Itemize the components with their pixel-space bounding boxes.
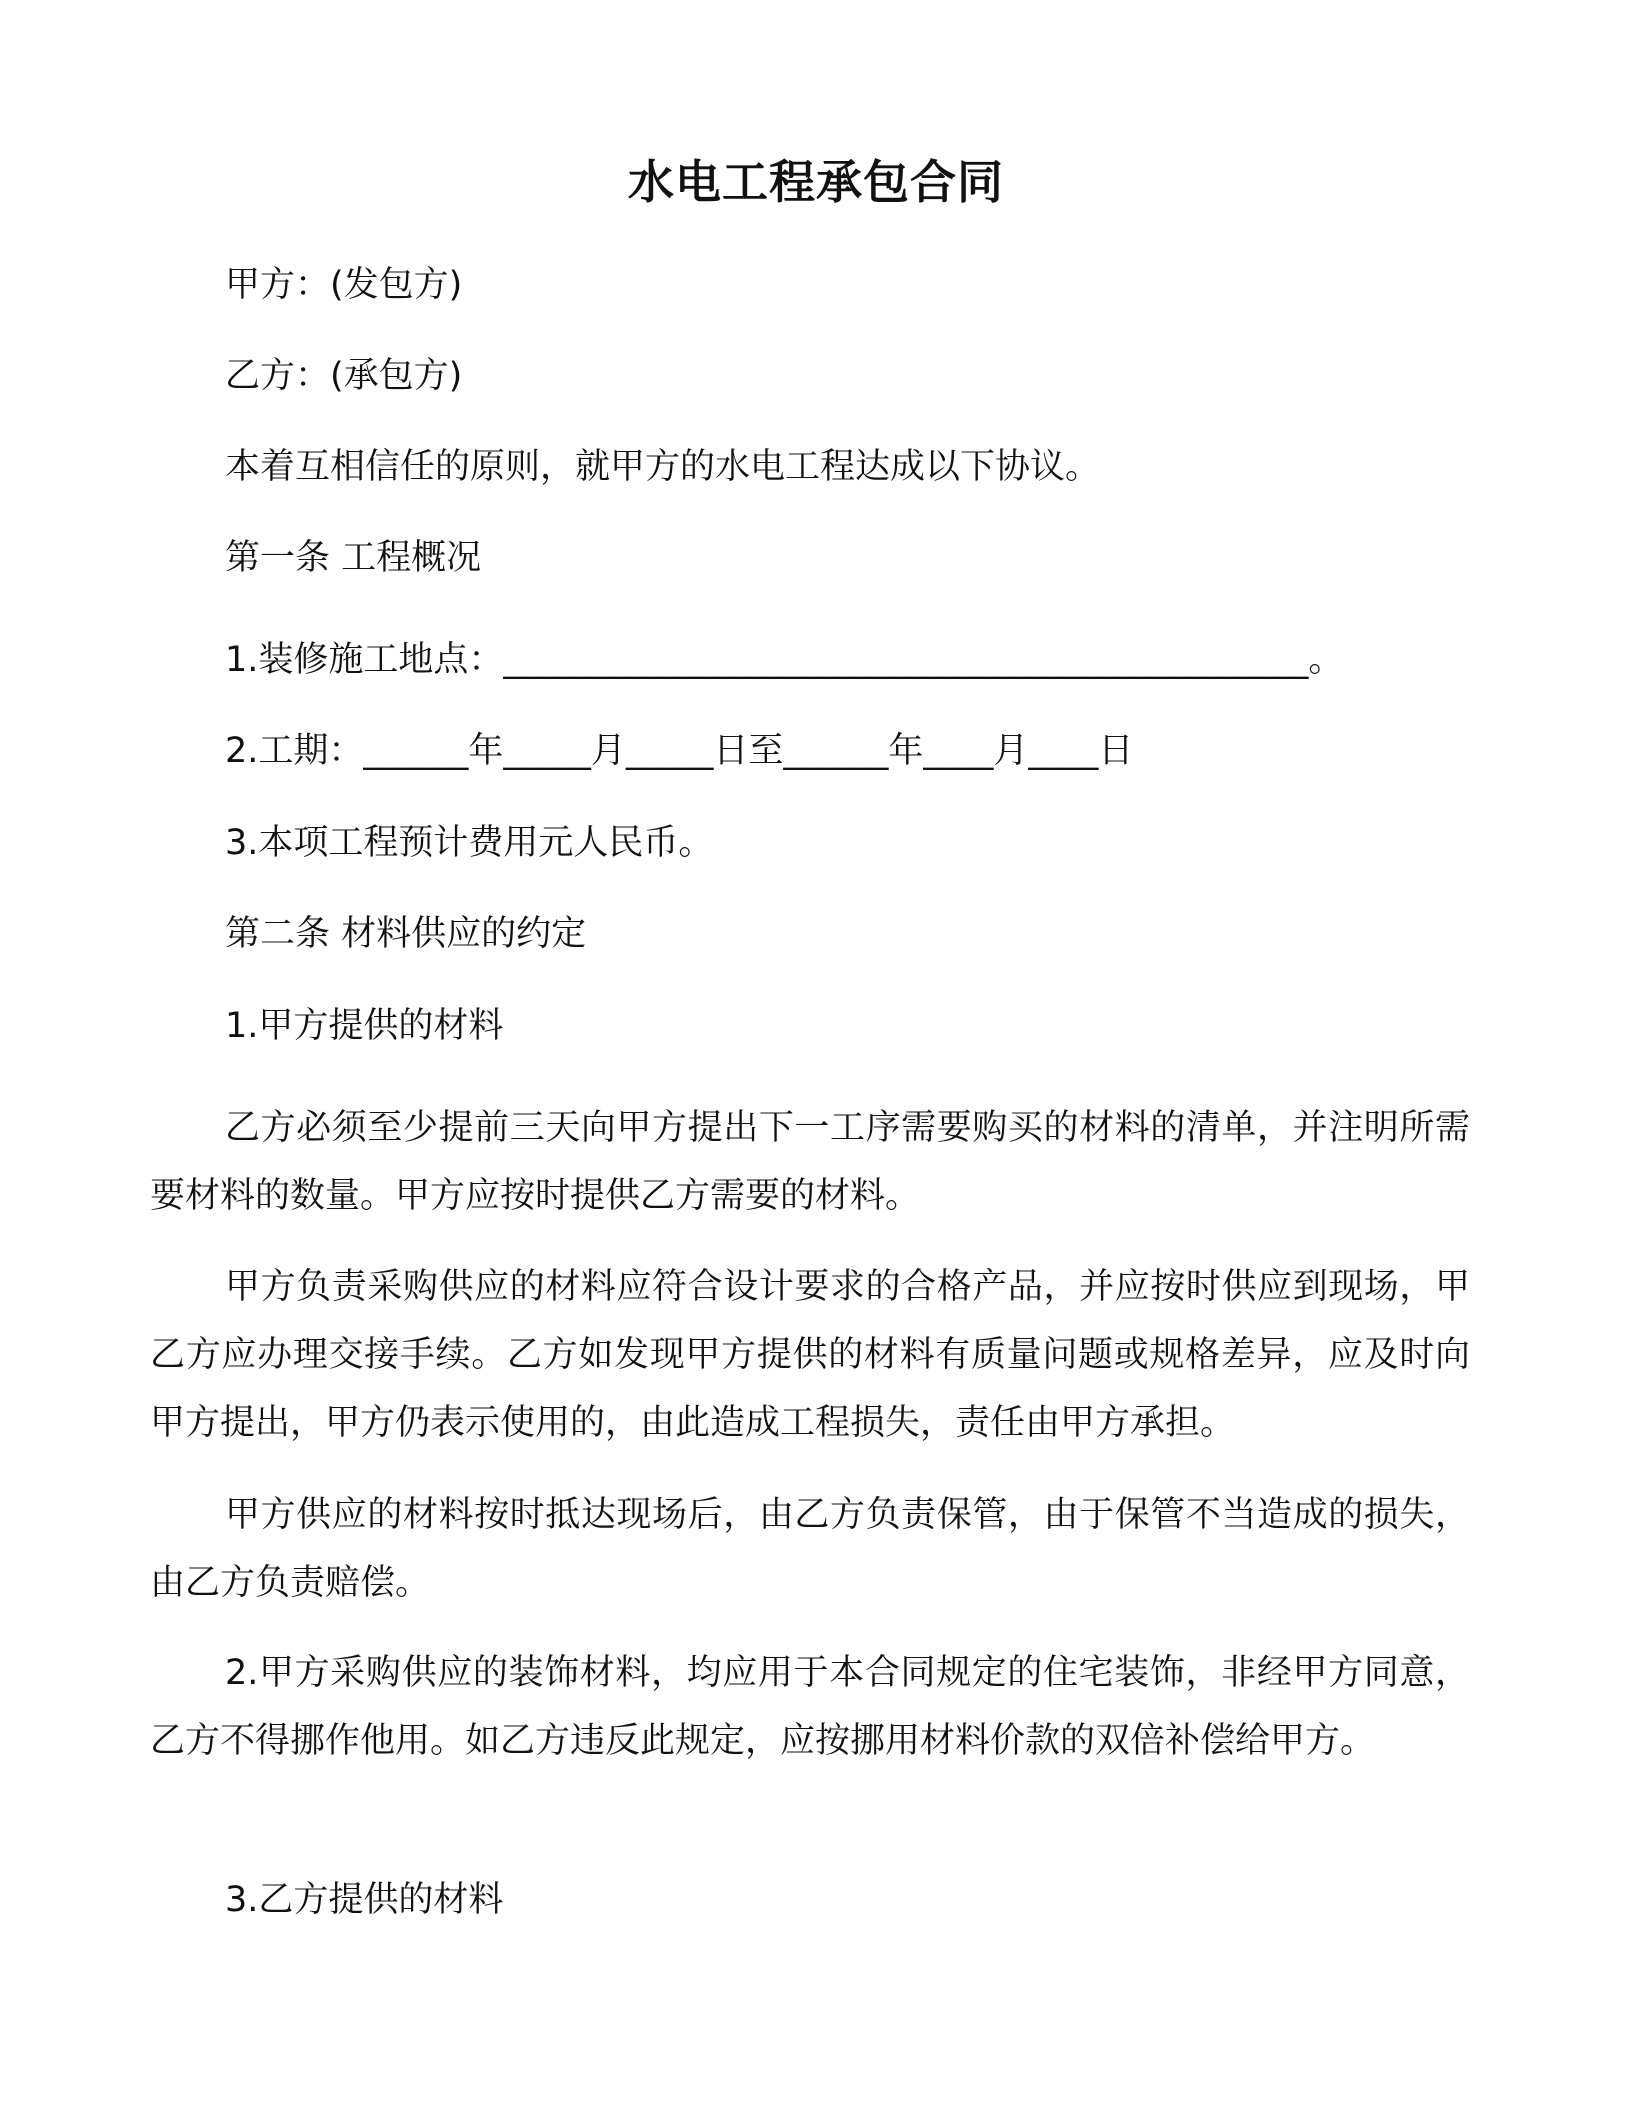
material-quality-paragraph: 甲方负责采购供应的材料应符合设计要求的合格产品，并应按时供应到现场，甲乙方应办理交接手续。乙方如发现甲方提供的材料有质量问题或规格差异，应及时向甲方提出，甲方仍表示使用的，由此造成工程损失，责任由甲方承担。 bbox=[150, 1267, 1470, 1443]
party-b-line: 乙方：(承包方) bbox=[225, 356, 463, 396]
party-a-materials-heading: 1.甲方提供的材料 bbox=[225, 1006, 504, 1046]
article-2-heading: 第二条 材料供应的约定 bbox=[225, 914, 587, 954]
document-title: 水电工程承包合同 bbox=[628, 155, 1004, 209]
party-a-line: 甲方：(发包方) bbox=[225, 265, 463, 305]
construction-period-field: 2.工期：______年_____月_____日至______年____月____日 bbox=[225, 731, 1134, 771]
estimated-cost-item: 3.本项工程预计费用元人民币。 bbox=[225, 823, 714, 863]
material-usage-paragraph: 2.甲方采购供应的装饰材料，均应用于本合同规定的住宅装饰，非经甲方同意，乙方不得挪作他用。如乙方违反此规定，应按挪用材料价款的双倍补偿给甲方。 bbox=[150, 1653, 1470, 1761]
material-custody-paragraph: 甲方供应的材料按时抵达现场后，由乙方负责保管，由于保管不当造成的损失，由乙方负责赔偿。 bbox=[150, 1495, 1470, 1603]
article-1-heading: 第一条 工程概况 bbox=[225, 538, 482, 578]
construction-site-field: 1.装修施工地点：______________________________________________。 bbox=[225, 640, 1344, 680]
material-list-paragraph: 乙方必须至少提前三天向甲方提出下一工序需要购买的材料的清单，并注明所需要材料的数量。甲方应按时提供乙方需要的材料。 bbox=[150, 1108, 1470, 1216]
intro-text: 本着互相信任的原则，就甲方的水电工程达成以下协议。 bbox=[225, 447, 1101, 487]
party-b-materials-heading: 3.乙方提供的材料 bbox=[225, 1880, 504, 1920]
